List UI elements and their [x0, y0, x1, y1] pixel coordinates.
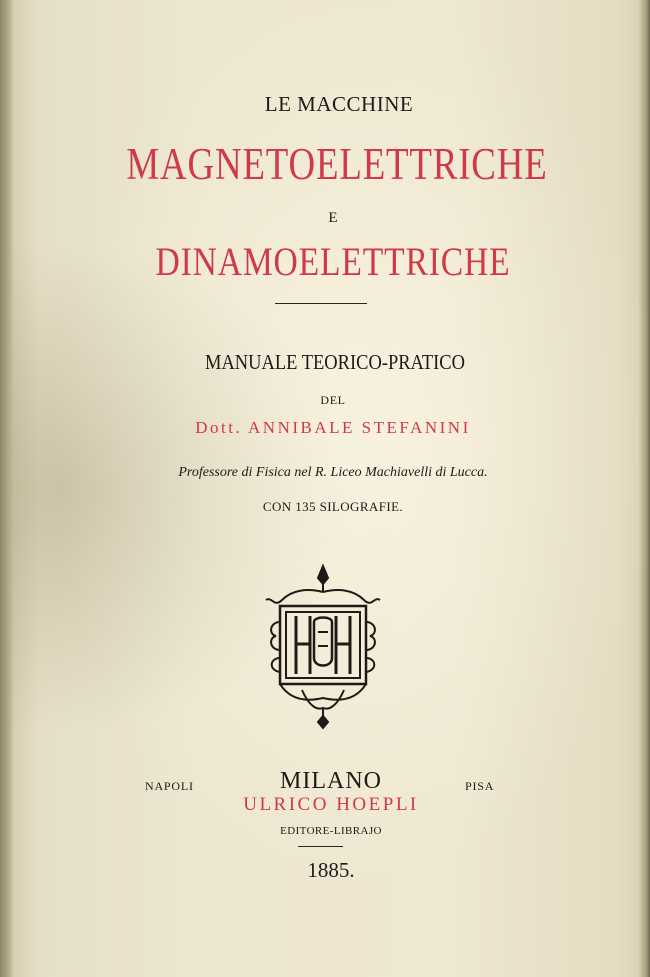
author-name: Dott. ANNIBALE STEFANINI — [195, 418, 471, 437]
publisher-role: EDITORE-LIBRAJO — [280, 825, 382, 837]
author-affiliation: Professore di Fisica nel R. Liceo Machiavelli di Lucca. — [178, 465, 488, 480]
divider-rule — [275, 303, 367, 304]
imprint-city-left: NAPOLI — [145, 779, 194, 793]
imprint-city-main: MILANO — [280, 768, 382, 794]
imprint-rule — [298, 846, 343, 847]
title-conjunction: E — [328, 210, 338, 226]
publisher-name: ULRICO HOEPLI — [243, 794, 419, 815]
publication-year: 1885. — [307, 858, 355, 882]
imprint-city-right: PISA — [465, 779, 495, 793]
illustrations-note: CON 135 SILOGRAFIE. — [262, 499, 404, 514]
title-line-2: MAGNETOELETTRICHE — [126, 139, 548, 189]
title-line-1: LE MACCHINE — [264, 92, 414, 116]
author-prefix: DEL — [320, 393, 346, 407]
subtitle: MANUALE TEORICO-PRATICO — [205, 350, 465, 374]
publisher-monogram-icon — [262, 562, 384, 730]
title-line-3: DINAMOELETTRICHE — [155, 239, 511, 284]
